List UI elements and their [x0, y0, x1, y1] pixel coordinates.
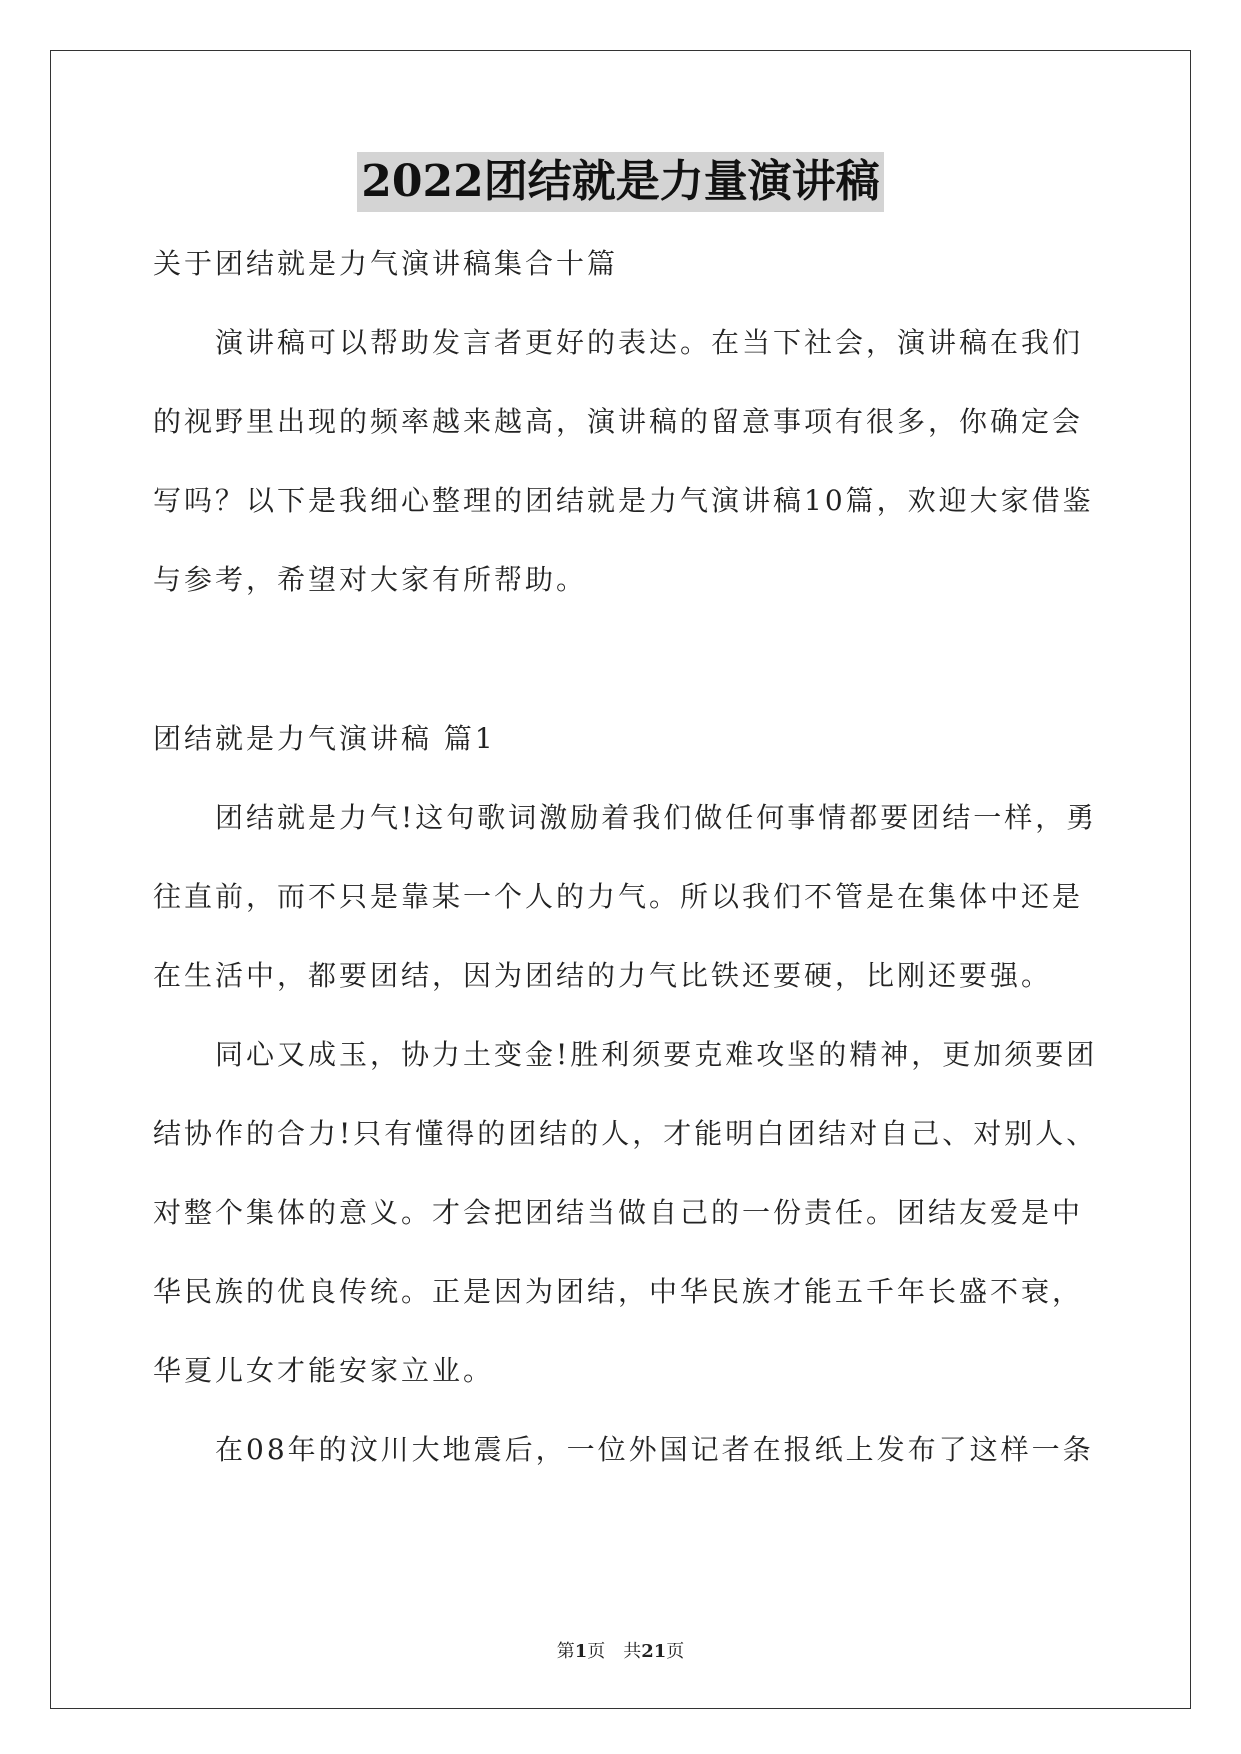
title-container — [0, 152, 1241, 212]
page-suffix: 页 — [666, 1641, 685, 1662]
body-paragraph-3: 在08年的汶川大地震后，一位外国记者在报纸上发布了这样一条 — [215, 1433, 1094, 1466]
body-paragraph-2: 同心又成玉，协力土变金!胜利须要克难攻坚的精神，更加须要团结协作的合力!只有懂得的团结的人，才能明白团结对自己、对别人、对整个集体的意义。才会把团结当做自己的一份责任。团结友爱是中华民族的优良传统。正是因为团结，中华民族才能五千年长盛不衰，华夏儿女才能安家立业。 — [153, 1038, 1098, 1387]
page-current: 1 — [574, 1641, 588, 1662]
page-mid: 页 共 — [587, 1641, 642, 1662]
body-paragraph-1: 团结就是力气!这句歌词激励着我们做任何事情都要团结一样，勇往直前，而不只是靠某一个人的力气。所以我们不管是在集体中还是在生活中，都要团结，因为团结的力气比铁还要硬，比刚还要强。 — [153, 801, 1098, 992]
section-heading: 团结就是力气演讲稿 篇1 — [153, 722, 496, 755]
document-title: 2022团结就是力量演讲稿 — [357, 152, 883, 212]
intro-paragraph: 演讲稿可以帮助发言者更好的表达。在当下社会，演讲稿在我们的视野里出现的频率越来越高，演讲稿的留意事项有很多，你确定会写吗？以下是我细心整理的团结就是力气演讲稿10篇，欢迎大家借鉴与参考，希望对大家有所帮助。 — [153, 326, 1094, 596]
document-body — [153, 224, 1098, 1489]
document-subtitle: 关于团结就是力气演讲稿集合十篇 — [153, 247, 619, 280]
page-footer — [0, 1637, 1241, 1663]
page-prefix: 第 — [556, 1641, 575, 1662]
page-total: 21 — [641, 1641, 667, 1662]
